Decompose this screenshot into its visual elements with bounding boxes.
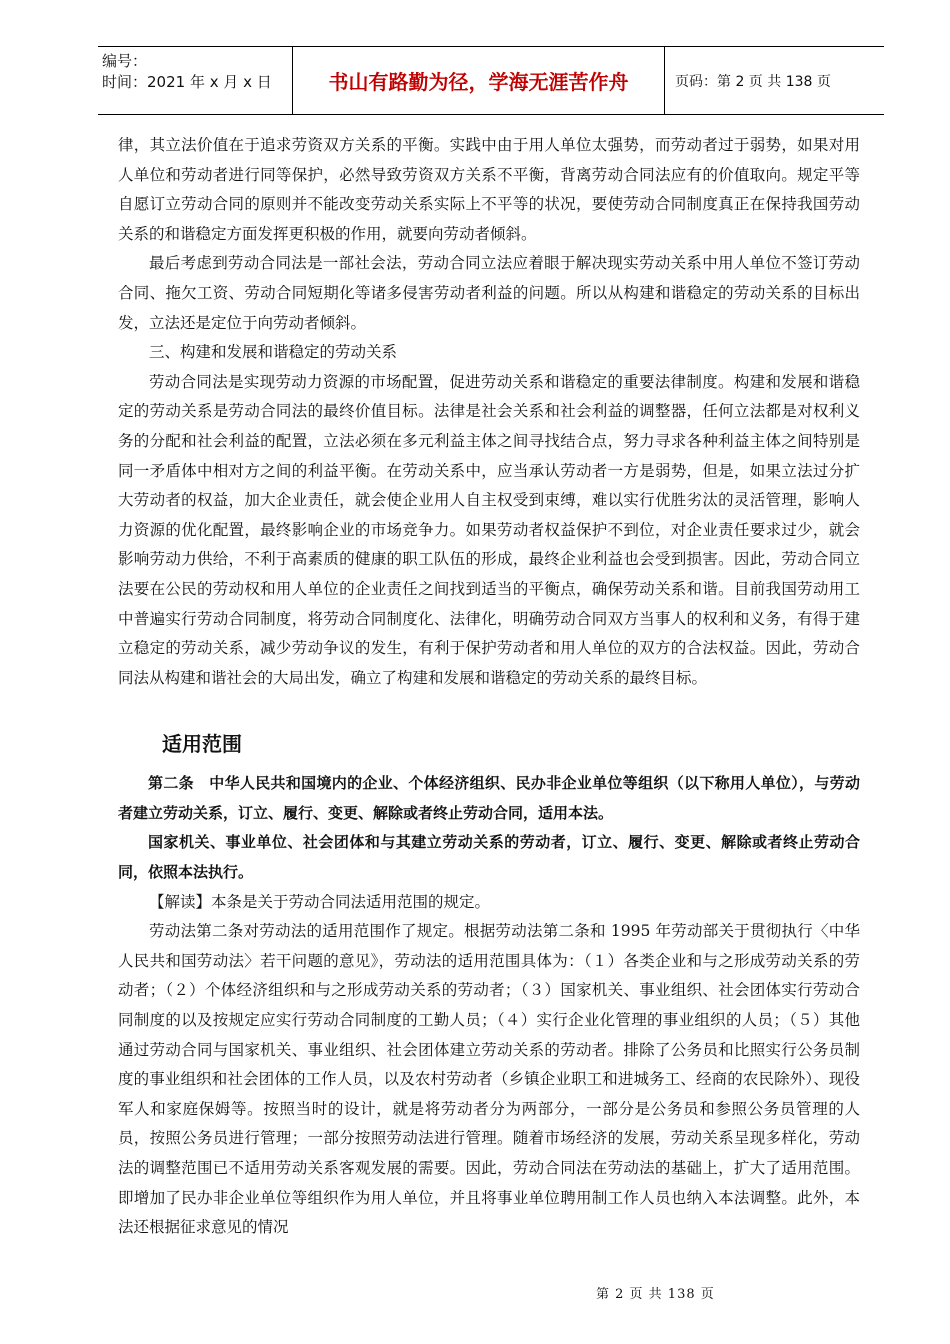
paragraph: 最后考虑到劳动合同法是一部社会法，劳动合同立法应着眼于解决现实劳动关系中用人单位不签订劳动合同、拖欠工资、劳动合同短期化等诸多侵害劳动者利益的问题。所以从构建和谐稳定的劳动关系的目标出发，立法还是定位于向劳动者倾斜。 [118,254,860,332]
paragraph: 律，其立法价值在于追求劳资双方关系的平衡。实践中由于用人单位太强势，而劳动者过于弱势，如果对用人单位和劳动者进行同等保护，必然导致劳资双方关系不平衡，背离劳动合同法应有的价值取向。规定平等自愿订立劳动合同的原则并不能改变劳动关系实际上不平等的状况，要使劳动合同制度真正在保持我国劳动关系的和谐稳定方面发挥更积极的作用，就要向劳动者倾斜。 [118,136,860,243]
article-text: 第二条 中华人民共和国境内的企业、个体经济组织、民办非企业单位等组织（以下称用人单位），与劳动者建立劳动关系，订立、履行、变更、解除或者终止劳动合同，适用本法。 [118,774,860,822]
page-footer: 第 2 页 共 138 页 [596,1287,715,1302]
paragraph: 劳动合同法是实现劳动力资源的市场配置，促进劳动关系和谐稳定的重要法律制度。构建和发展和谐稳定的劳动关系是劳动合同法的最终价值目标。法律是社会关系和社会利益的调整器，任何立法都是对权利义务的分配和社会利益的配置，立法必须在多元利益主体之间寻找结合点，努力寻求各种利益主体之间特别是同一矛盾体中相对方之间的利益平衡。在劳动关系中，应当承认劳动者一方是弱势，但是，如果立法过分扩大劳动者的权益，加大企业责任，就会使企业用人自主权受到束缚，难以实行优胜劣汰的灵活管理，影响人力资源的优化配置，最终影响企业的市场竞争力。如果劳动者权益保护不到位，对企业责任要求过少，就会影响劳动力供给，不利于高素质的健康的职工队伍的形成，最终企业利益也会受到损害。因此，劳动合同立法要在公民的劳动权和用人单位的企业责任之间找到适当的平衡点，确保劳动关系和谐。目前我国劳动用工中普遍实行劳动合同制度，将劳动合同制度化、法律化，明确劳动合同双方当事人的权利和义务，有得于建立稳定的劳动关系，减少劳动争议的发生，有利于保护劳动者和用人单位的双方的合法权益。因此，劳动合同法从构建和谐社会的大局出发，确立了构建和发展和谐稳定的劳动关系的最终目标。 [118,372,860,687]
interpretation-label: 【解读】本条是关于劳动合同法适用范围的规定。 [149,892,491,911]
serial-label: 编号： [102,52,148,70]
header-meta [98,47,293,114]
page-header [98,46,884,115]
time-label: 时间：2021 年 x 月 x 日 [102,73,272,91]
header-page-info: 页码：第 2 页 共 138 页 [675,73,831,90]
section-title: 适用范围 [162,732,242,757]
subheading: 三、构建和发展和谐稳定的劳动关系 [149,343,398,362]
document-body [118,131,860,1243]
paragraph: 劳动法第二条对劳动法的适用范围作了规定。根据劳动法第二条和 1995 年劳动部关于贯彻执行〈中华人民共和国劳动法〉若干问题的意见》，劳动法的适用范围具体为：（１）各类企业和与之形成劳动关系的劳动者；（２）个体经济组织和与之形成劳动关系的劳动者；（３）国家机关、事业组织、社会团体实行劳动合同制度的以及按规定应实行劳动合同制度的工勤人员；（４）实行企业化管理的事业组织的人员；（５）其他通过劳动合同与国家机关、事业组织、社会团体建立劳动关系的劳动者。排除了公务员和比照实行公务员制度的事业组织和社会团体的工作人员，以及农村劳动者（乡镇企业职工和进城务工、经商的农民除外）、现役军人和家庭保姆等。按照当时的设计，就是将劳动者分为两部分，一部分是公务员和参照公务员管理的人员，按照公务员进行管理；一部分按照劳动法进行管理。随着市场经济的发展，劳动关系呈现多样化，劳动法的调整范围已不适用劳动关系客观发展的需要。因此，劳动合同法在劳动法的基础上，扩大了适用范围。即增加了民办非企业单位等组织作为用人单位，并且将事业单位聘用制工作人员也纳入本法调整。此外，本法还根据征求意见的情况 [118,922,860,1237]
header-motto: 书山有路勤为径，学海无涯苦作舟 [293,47,665,114]
article-text: 国家机关、事业单位、社会团体和与其建立劳动关系的劳动者，订立、履行、变更、解除或者终止劳动合同，依照本法执行。 [118,833,860,882]
